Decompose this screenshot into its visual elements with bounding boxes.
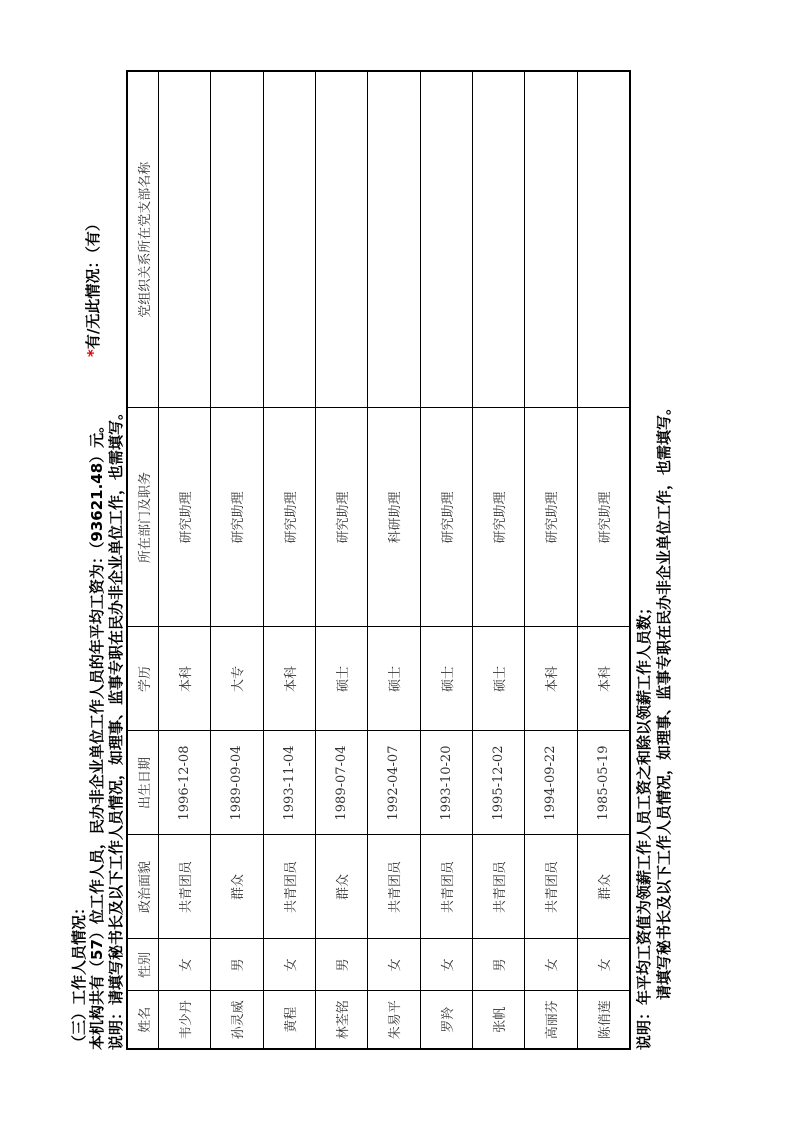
cell-party-branch — [577, 71, 630, 408]
cell-political-status: 群众 — [315, 835, 367, 939]
cell-political-status: 共青团员 — [472, 835, 524, 939]
cell-department-position: 研究助理 — [577, 408, 630, 627]
table-row — [420, 71, 472, 1049]
cell-political-status: 共青团员 — [159, 835, 211, 939]
cell-name: 陈俏莲 — [577, 991, 630, 1049]
cell-political-status: 群众 — [211, 835, 263, 939]
cell-name: 林荃铭 — [315, 991, 367, 1049]
cell-political-status: 群众 — [577, 835, 630, 939]
table-row — [525, 71, 577, 1049]
cell-name: 孙灵威 — [211, 991, 263, 1049]
table-row — [263, 71, 315, 1049]
cell-gender: 女 — [577, 939, 630, 991]
cell-gender: 女 — [263, 939, 315, 991]
availability-text: 有/无此情况：（有） — [84, 216, 102, 350]
staff-count: 57 — [88, 939, 106, 960]
table-row — [472, 71, 524, 1049]
count-suffix: ）元。 — [88, 417, 106, 463]
cell-birth-date: 1985-05-19 — [577, 731, 630, 835]
cell-education: 本科 — [159, 627, 211, 731]
cell-department-position: 研究助理 — [211, 408, 263, 627]
avg-salary: 93621.48 — [88, 462, 106, 542]
cell-birth-date: 1995-12-02 — [472, 731, 524, 835]
cell-name: 罗羚 — [420, 991, 472, 1049]
cell-birth-date: 1996-12-08 — [159, 731, 211, 835]
cell-department-position: 研究助理 — [263, 408, 315, 627]
footer-note-line1: 说明：年平均工资值为领薪工作人员工资之和除以领薪工作人员数； — [635, 599, 653, 1050]
cell-gender: 女 — [368, 939, 420, 991]
cell-name: 高丽芬 — [525, 991, 577, 1049]
staff-table — [126, 70, 631, 1050]
cell-political-status: 共青团员 — [525, 835, 577, 939]
table-row — [315, 71, 367, 1049]
cell-political-status: 共青团员 — [263, 835, 315, 939]
cell-name: 张帆 — [472, 991, 524, 1049]
cell-party-branch — [368, 71, 420, 408]
cell-name: 黄程 — [263, 991, 315, 1049]
footer-note-line2: 请填写秘书长及以下工作人员情况，如理事、监事专职在民办非企业单位工作，也需填写。 — [655, 399, 673, 1000]
cell-birth-date: 1989-07-04 — [315, 731, 367, 835]
cell-education: 大专 — [211, 627, 263, 731]
cell-education: 本科 — [263, 627, 315, 731]
cell-name: 韦少丹 — [159, 991, 211, 1049]
cell-party-branch — [420, 71, 472, 408]
section-title: （三）工作人员情况： — [70, 899, 88, 1050]
cell-party-branch — [472, 71, 524, 408]
header-party-branch: 党组织关系所在党支部名称 — [127, 71, 159, 408]
cell-gender: 男 — [211, 939, 263, 991]
header-birth-date: 出生日期 — [127, 731, 159, 835]
header-name: 姓名 — [127, 991, 159, 1049]
table-row — [159, 71, 211, 1049]
cell-party-branch — [159, 71, 211, 408]
cell-gender: 男 — [472, 939, 524, 991]
staff-count-line — [86, 418, 107, 1050]
cell-birth-date: 1993-10-20 — [420, 731, 472, 835]
cell-education: 本科 — [525, 627, 577, 731]
cell-department-position: 研究助理 — [525, 408, 577, 627]
cell-party-branch — [211, 71, 263, 408]
cell-department-position: 研究助理 — [420, 408, 472, 627]
header-department-position: 所在部门及职务 — [127, 408, 159, 627]
cell-gender: 女 — [525, 939, 577, 991]
cell-party-branch — [315, 71, 367, 408]
header-gender: 性别 — [127, 939, 159, 991]
header-note: 说明：请填写秘书长及以下工作人员情况，如理事、监事专职在民办非企业单位工作，也需填写。 — [107, 404, 125, 1050]
table-header-row — [127, 71, 159, 1049]
cell-department-position: 研究助理 — [159, 408, 211, 627]
cell-education: 硕士 — [472, 627, 524, 731]
count-prefix: 本机构共有（ — [88, 959, 106, 1050]
cell-name: 朱易平 — [368, 991, 420, 1049]
cell-birth-date: 1992-04-07 — [368, 731, 420, 835]
availability-flag — [82, 216, 103, 357]
table-row — [577, 71, 630, 1049]
cell-party-branch — [263, 71, 315, 408]
cell-birth-date: 1989-09-04 — [211, 731, 263, 835]
table-row — [368, 71, 420, 1049]
cell-birth-date: 1993-11-04 — [263, 731, 315, 835]
cell-political-status: 共青团员 — [368, 835, 420, 939]
cell-education: 硕士 — [368, 627, 420, 731]
cell-department-position: 研究助理 — [472, 408, 524, 627]
cell-birth-date: 1994-09-22 — [525, 731, 577, 835]
cell-department-position: 研究助理 — [315, 408, 367, 627]
cell-department-position: 科研助理 — [368, 408, 420, 627]
cell-party-branch — [525, 71, 577, 408]
cell-gender: 女 — [420, 939, 472, 991]
header-education: 学历 — [127, 627, 159, 731]
cell-education: 硕士 — [315, 627, 367, 731]
table-row — [211, 71, 263, 1049]
required-star: * — [84, 349, 102, 357]
count-mid: ）位工作人员，民办非企业单位工作人员的年平均工资为：（ — [88, 541, 106, 940]
cell-political-status: 共青团员 — [420, 835, 472, 939]
cell-gender: 女 — [159, 939, 211, 991]
cell-gender: 男 — [315, 939, 367, 991]
cell-education: 本科 — [577, 627, 630, 731]
header-political-status: 政治面貌 — [127, 835, 159, 939]
cell-education: 硕士 — [420, 627, 472, 731]
